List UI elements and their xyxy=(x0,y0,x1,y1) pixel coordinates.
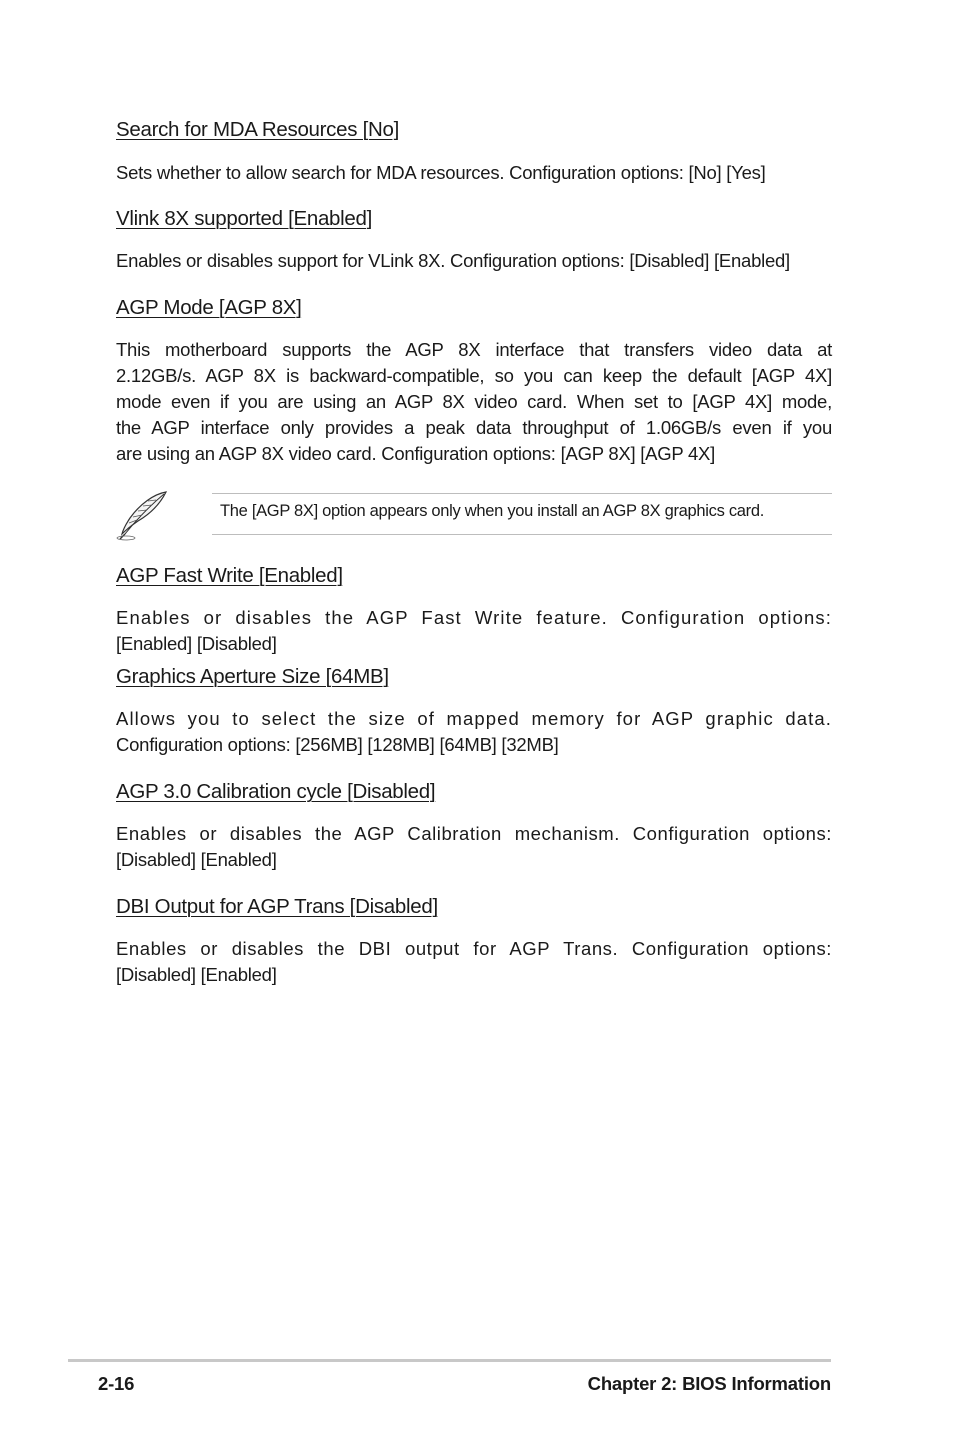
chapter-title: Chapter 2: BIOS Information xyxy=(587,1373,831,1394)
desc-agp-mode-line-2: 2.12GB/s. AGP 8X is backward-compatible, so you can keep the default [AGP 4X] xyxy=(116,365,832,386)
heading-agp-fast-write: AGP Fast Write [Enabled] xyxy=(116,564,343,587)
desc-agp-fast-write-line-2: [Enabled] [Disabled] xyxy=(116,633,277,654)
desc-agp-fast-write-line-1: Enables or disables the AGP Fast Write feature. Configuration options: xyxy=(116,607,832,628)
desc-agp-mode-line-4: the AGP interface only provides a peak data throughput of 1.06GB/s even if you xyxy=(116,417,832,438)
desc-dbi-output-line-2: [Disabled] [Enabled] xyxy=(116,964,277,985)
desc-agp-mode xyxy=(116,337,832,467)
note-box xyxy=(212,493,832,535)
desc-graphics-aperture-line-2: Configuration options: [256MB] [128MB] [64MB] [32MB] xyxy=(116,734,559,755)
note-text: The [AGP 8X] option appears only when you install an AGP 8X graphics card. xyxy=(220,502,765,520)
desc-agp-mode-line-1: This motherboard supports the AGP 8X interface that transfers video data at xyxy=(116,339,832,360)
desc-agp-fast-write xyxy=(116,605,832,657)
quill-pen-icon xyxy=(116,488,170,542)
heading-vlink-8x: Vlink 8X supported [Enabled] xyxy=(116,207,372,230)
desc-agp-calibration xyxy=(116,821,832,873)
heading-dbi-output: DBI Output for AGP Trans [Disabled] xyxy=(116,895,438,918)
heading-graphics-aperture: Graphics Aperture Size [64MB] xyxy=(116,665,389,688)
desc-agp-mode-line-5: are using an AGP 8X video card. Configuration options: [AGP 8X] [AGP 4X] xyxy=(116,443,716,464)
desc-vlink-8x: Enables or disables support for VLink 8X. Configuration options: [Disabled] [Enabled] xyxy=(116,250,790,271)
desc-dbi-output xyxy=(116,936,832,988)
desc-graphics-aperture-line-1: Allows you to select the size of mapped memory for AGP graphic data. xyxy=(116,708,832,729)
heading-agp-mode: AGP Mode [AGP 8X] xyxy=(116,296,302,319)
desc-agp-mode-line-3: mode even if you are using an AGP 8X video card. When set to [AGP 4X] mode, xyxy=(116,391,832,412)
heading-agp-calibration: AGP 3.0 Calibration cycle [Disabled] xyxy=(116,780,436,803)
footer-divider xyxy=(68,1359,831,1362)
page-number: 2-16 xyxy=(98,1373,135,1394)
desc-agp-calibration-line-2: [Disabled] [Enabled] xyxy=(116,849,277,870)
desc-agp-calibration-line-1: Enables or disables the AGP Calibration mechanism. Configuration options: xyxy=(116,823,832,844)
desc-dbi-output-line-1: Enables or disables the DBI output for AGP Trans. Configuration options: xyxy=(116,938,832,959)
desc-graphics-aperture xyxy=(116,706,832,758)
desc-search-mda: Sets whether to allow search for MDA resources. Configuration options: [No] [Yes] xyxy=(116,162,766,183)
heading-search-mda: Search for MDA Resources [No] xyxy=(116,118,399,141)
